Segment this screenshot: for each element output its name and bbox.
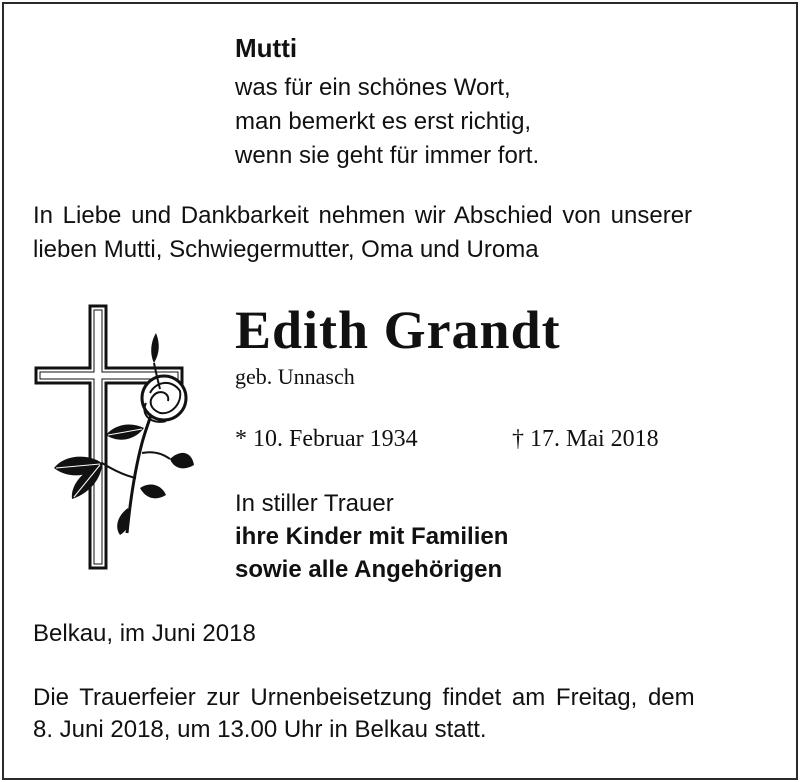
mourners-relatives: sowie alle Angehörigen	[235, 556, 503, 583]
intro-line-2: lieben Mutti, Schwiegermutter, Oma und Uroma	[33, 236, 539, 263]
deceased-name: Edith Grandt	[235, 300, 561, 360]
poem-title: Mutti	[235, 33, 298, 63]
poem-line-2: man bemerkt es erst richtig,	[235, 108, 532, 135]
birth-date: * 10. Februar 1934	[235, 426, 418, 452]
mourners-children: ihre Kinder mit Familien	[235, 523, 509, 550]
cross-with-rose-icon	[32, 303, 202, 578]
mourners-intro: In stiller Trauer	[235, 490, 394, 517]
place-date: Belkau, im Juni 2018	[33, 620, 256, 647]
maiden-name: geb. Unnasch	[235, 364, 355, 389]
poem-line-1: was für ein schönes Wort,	[235, 74, 511, 101]
death-date: † 17. Mai 2018	[512, 426, 659, 452]
service-line-2: 8. Juni 2018, um 13.00 Uhr in Belkau statt.	[33, 716, 487, 743]
service-line-1: Die Trauerfeier zur Urnenbeisetzung findet am Freitag, dem	[33, 684, 695, 711]
poem-line-3: wenn sie geht für immer fort.	[235, 142, 540, 169]
intro-line-1: In Liebe und Dankbarkeit nehmen wir Abschied von unserer	[33, 202, 693, 229]
